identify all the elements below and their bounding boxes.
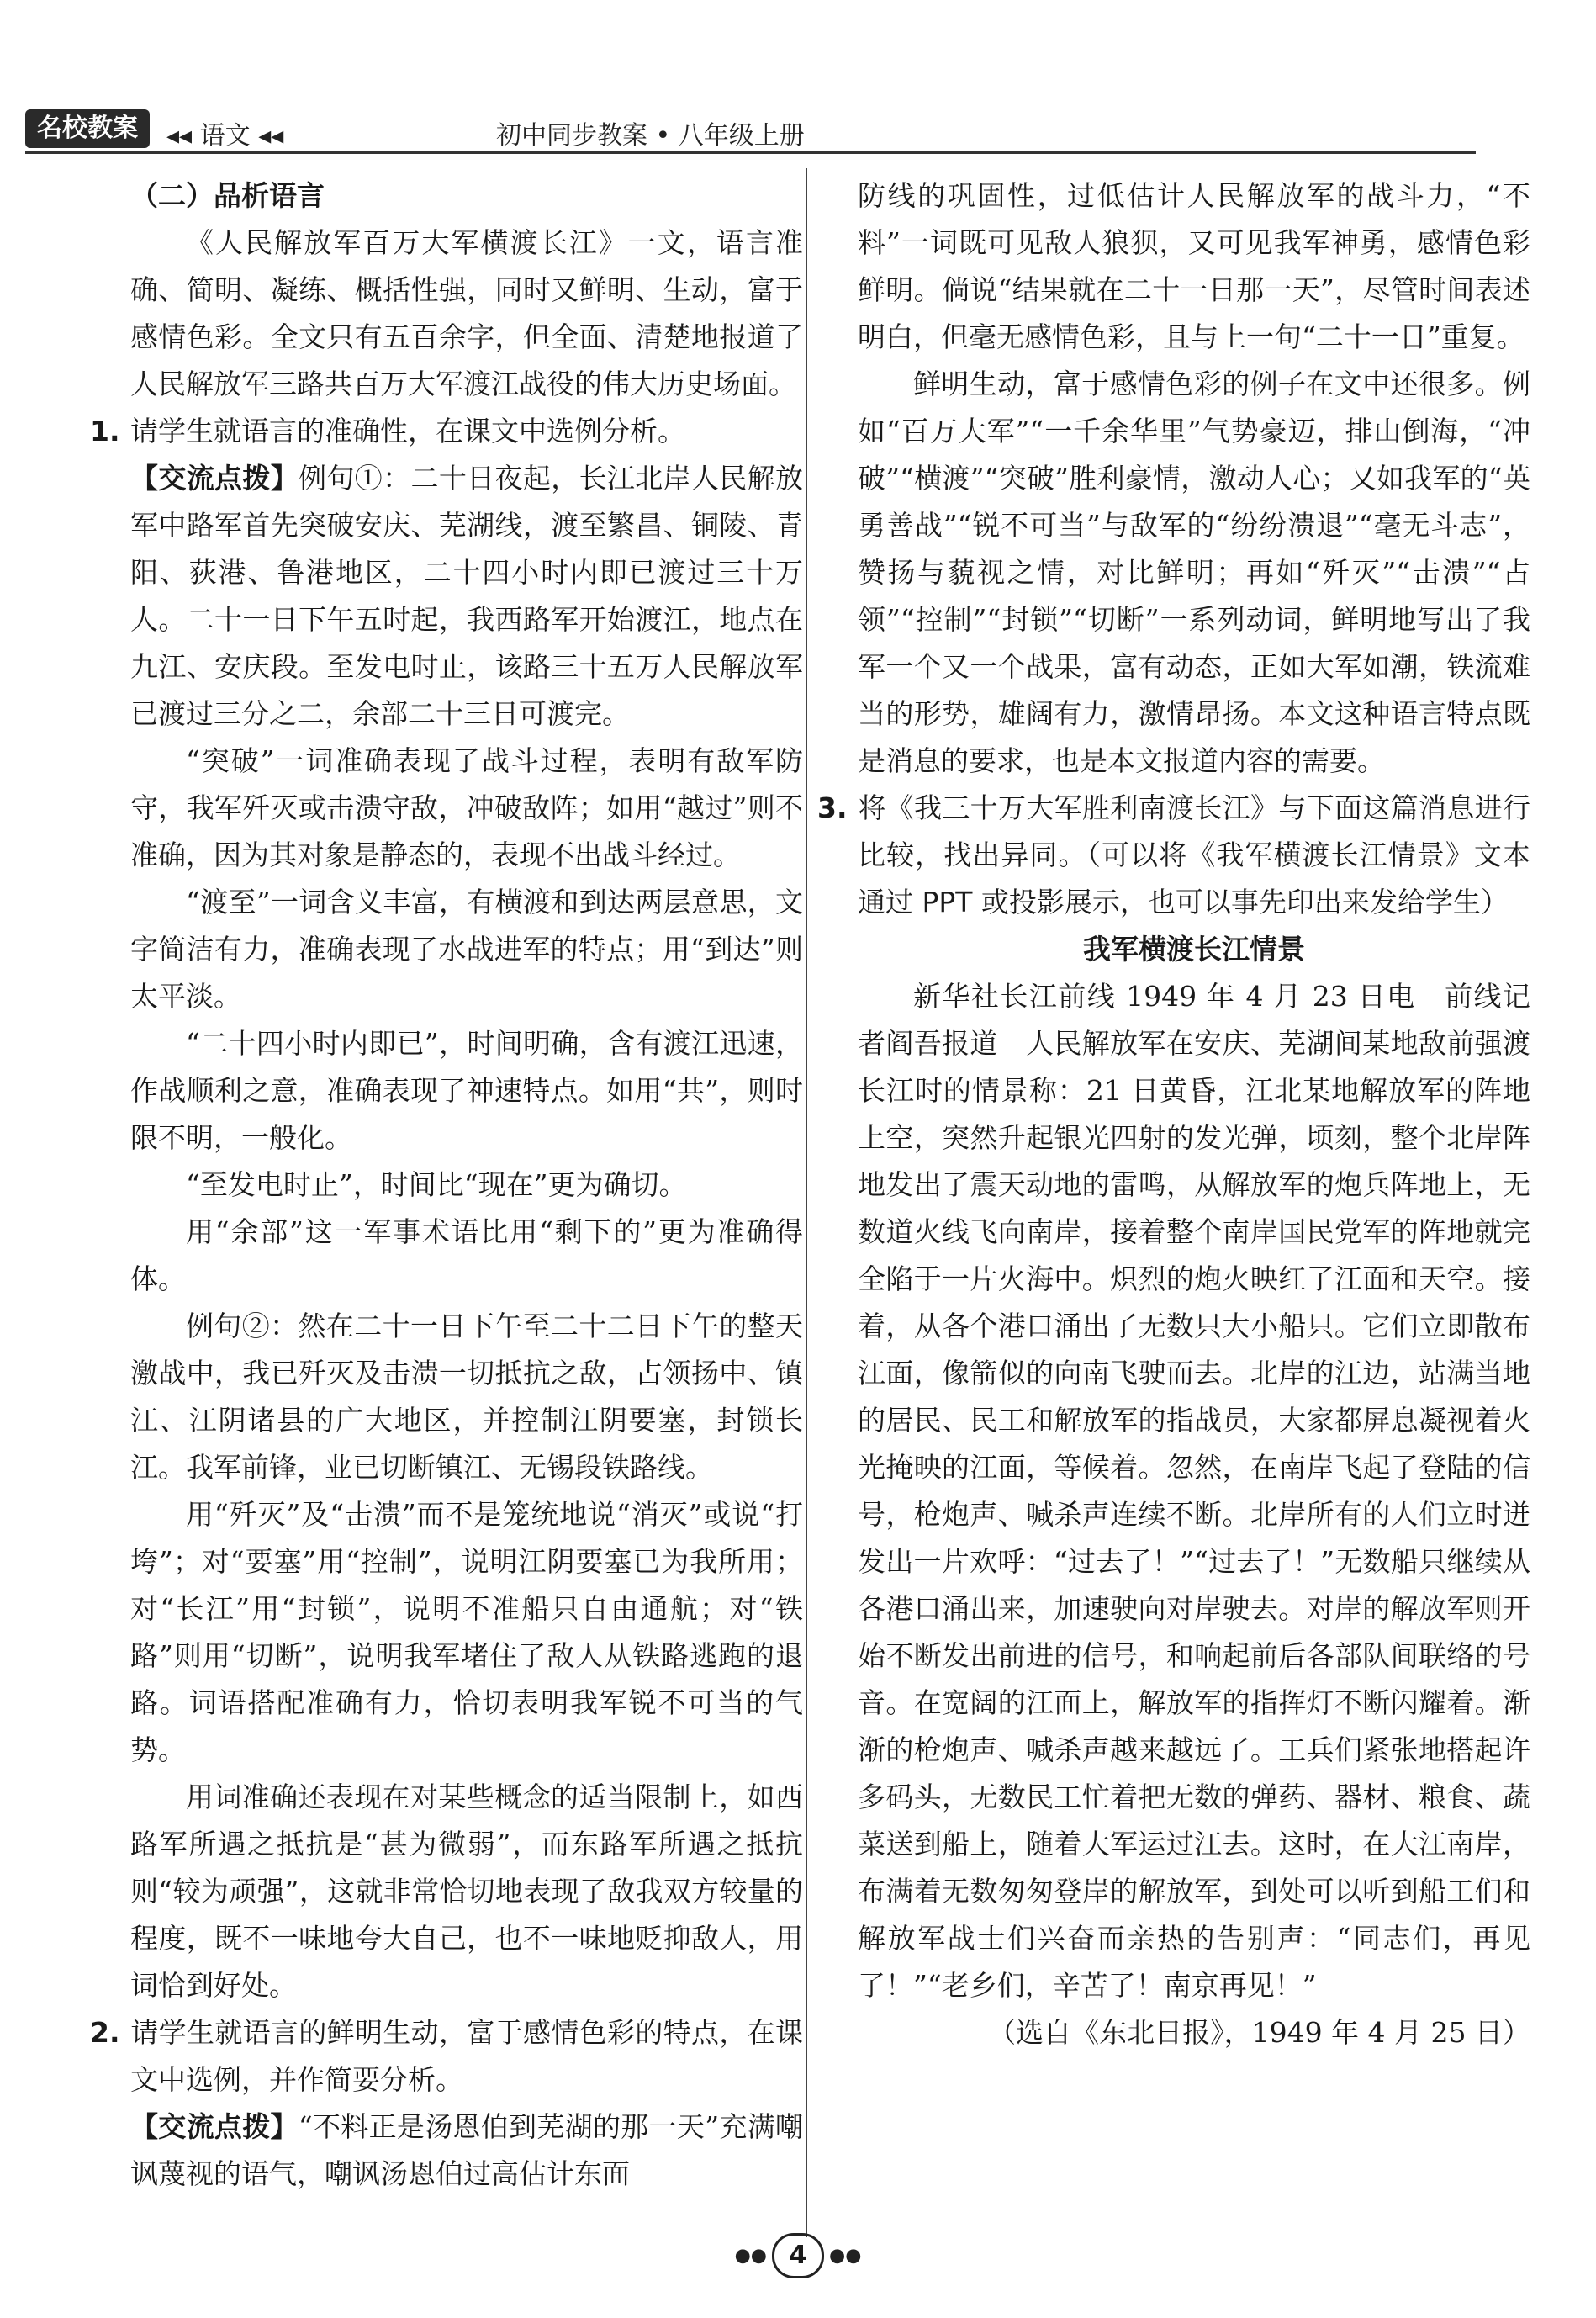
analysis-paragraph: “至发电时止”，时间比“现在”更为确切。 (186, 1168, 687, 1201)
article-title: 我军横渡长江情景 (1083, 933, 1305, 966)
analysis-paragraph: 用词准确还表现在对某些概念的适当限制上，如西路军所遇之抵抗是“甚为微弱”，而东路军所遇之抵抗则“较为顽强”，这就非常恰切地表现了敌我双方较量的程度，既不一味地夸大自己，也不一味地贬抑敌人，用词恰到好处。 (130, 1781, 803, 2002)
dots-decoration-right: ●● (829, 2245, 862, 2267)
example-1 (130, 455, 803, 738)
right-column (817, 172, 1530, 2056)
analysis-paragraph: “渡至”一词含义丰富，有横渡和到达两层意思，文字简洁有力，准确表现了水战进军的特点；用“到达”则太平淡。 (130, 886, 803, 1013)
book-title: 初中同步教案 • 八年级上册 (496, 121, 805, 151)
analysis-paragraph: 用“歼灭”及“击溃”而不是笼统地说“消灭”或说“打垮”；对“要塞”用“控制”，说明江阴要塞已为我所用；对“长江”用“封锁”，说明不准船只自由通航；对“铁路”则用“切断”，说明我军堵住了敌人从铁路逃跑的退路。词语搭配准确有力，恰切表明我军锐不可当的气势。 (130, 1498, 803, 1766)
analysis-paragraph: 鲜明生动，富于感情色彩的例子在文中还很多。例如“百万大军”“一千余华里”气势豪迈，排山倒海，“冲破”“横渡”“突破”胜利豪情，激动人心；又如我军的“英勇善战”“锐不可当”与敌军的“纷纷溃退”“毫无斗志”，赞扬与藐视之情，对比鲜明；再如“歼灭”“击溃”“占领”“控制”“封锁”“切断”一系列动词，鲜明地写出了我军一个又一个战果，富有动态，正如大军如潮，铁流难当的形势，雄阔有力，激情昂扬。本文这种语言特点既是消息的要求，也是本文报道内容的需要。 (858, 368, 1530, 777)
example-text: 例句①：二十日夜起，长江北岸人民解放军中路军首先突破安庆、芜湖线，渡至繁昌、铜陵、青阳、荻港、鲁港地区，二十四小时内即已渡过三十万人。二十一日下午五时起，我西路军开始渡江，地点在九江、安庆段。至发电时止，该路三十五万人民解放军已渡过三分之二，余部二十三日可渡完。 (130, 462, 804, 730)
article-source: （选自《东北日报》，1949 年 4 月 25 日） (988, 2016, 1530, 2049)
header-rule (25, 151, 1476, 154)
article-body: 新华社长江前线 1949 年 4 月 23 日电 前线记者阎吾报道 人民解放军在安庆、芜湖间某地敌前强渡长江时的情景称：21 日黄昏，江北某地解放军的阵地上空，突然升起银光四射的发光弹，顷刻，整个北岸阵地发出了震天动地的雷鸣，从解放军的炮兵阵地上，无数道火线飞向南岸，接着整个南岸国民党军的阵地就完全陷于一片火海中。炽烈的炮火映红了江面和天空。接着，从各个港口涌出了无数只大小船只。它们立即散布江面，像箭似的向南飞驶而去。北岸的江边，站满当地的居民、民工和解放军的指战员，大家都屏息凝视着火光掩映的江面，等候着。忽然，在南岸飞起了登陆的信号，枪炮声、喊杀声连续不断。北岸所有的人们立时迸发出一片欢呼：“过去了！”“过去了！”无数船只继续从各港口涌出来，加速驶向对岸驶去。对岸的解放军则开始不断发出前进的信号，和响起前后各部队间联络的号音。在宽阔的江面上，解放军的指挥灯不断闪耀着。渐渐的枪炮声、喊杀声越来越远了。工兵们紧张地搭起许多码头，无数民工忙着把无数的弹药、器材、粮食、蔬菜送到船上，随着大军运过江去。这时，在大江南岸，布满着无数匆匆登岸的解放军，到处可以听到船工们和解放军战士们兴奋而亲热的告别声：“同志们，再见了！”“老乡们，辛苦了！南京再见！” (858, 980, 1530, 2002)
continued-paragraph: 防线的巩固性，过低估计人民解放军的战斗力，“不料”一词既可见敌人狼狈，又可见我军神勇，感情色彩鲜明。倘说“结果就在二十一日那一天”，尽管时间表述明白，但毫无感情色彩，且与上一句“二十一日”重复。 (858, 179, 1530, 353)
left-column (90, 172, 804, 2198)
question-number: 2. (90, 2016, 120, 2049)
analysis-paragraph: 用“余部”这一军事术语比用“剩下的”更为准确得体。 (130, 1215, 803, 1295)
discussion-text: “不料正是汤恩伯到芜湖的那一天”充满嘲讽蔑视的语气，嘲讽汤恩伯过高估计东面 (130, 2110, 803, 2190)
question-text: 将《我三十万大军胜利南渡长江》与下面这篇消息进行比较，找出异同。（可以将《我军横渡长江情景》文本通过 PPT 或投影展示，也可以事先印出来发给学生） (858, 791, 1530, 918)
discussion-paragraph (130, 2104, 803, 2198)
column-divider (806, 168, 807, 2237)
section-title: （二）品析语言 (130, 179, 325, 212)
question-1 (90, 408, 803, 455)
question-2 (90, 2009, 803, 2104)
question-3 (817, 785, 1530, 926)
page-number: 4 (772, 2233, 824, 2278)
intro-paragraph: 《人民解放军百万大军横渡长江》一文，语言准确、简明、凝练、概括性强，同时又鲜明、生动，富于感情色彩。全文只有五百余字，但全面、清楚地报道了人民解放军三路共百万大军渡江战役的伟大历史场面。 (130, 226, 803, 400)
dots-decoration-left: ●● (734, 2245, 767, 2267)
brand-logo: 名校教案 (25, 109, 150, 148)
subject-label: ◂◂ 语文 ◂◂ (166, 121, 284, 151)
page-number-badge (714, 2233, 882, 2292)
question-number: 1. (90, 415, 120, 447)
analysis-paragraph: “二十四小时内即已”，时间明确，含有渡江迅速，作战顺利之意，准确表现了神速特点。如用“共”，则时限不明，一般化。 (130, 1027, 803, 1154)
question-text: 请学生就语言的鲜明生动，富于感情色彩的特点，在课文中选例，并作简要分析。 (130, 2016, 803, 2096)
analysis-paragraph: “突破”一词准确表现了战斗过程，表明有敌军防守，我军歼灭或击溃守敌，冲破敌阵；如用“越过”则不准确，因为其对象是静态的，表现不出战斗经过。 (130, 744, 803, 871)
question-number: 3. (817, 791, 848, 824)
discussion-tag: 【交流点拨】 (130, 2110, 299, 2143)
page-header (25, 109, 1476, 151)
discussion-tag: 【交流点拨】 (130, 462, 299, 495)
example-2: 例句②：然在二十一日下午至二十二日下午的整天激战中，我已歼灭及击溃一切抵抗之敌，占领扬中、镇江、江阴诸县的广大地区，并控制江阴要塞，封锁长江。我军前锋，业已切断镇江、无锡段铁路线。 (130, 1310, 803, 1484)
question-text: 请学生就语言的准确性，在课文中选例分析。 (130, 415, 685, 447)
